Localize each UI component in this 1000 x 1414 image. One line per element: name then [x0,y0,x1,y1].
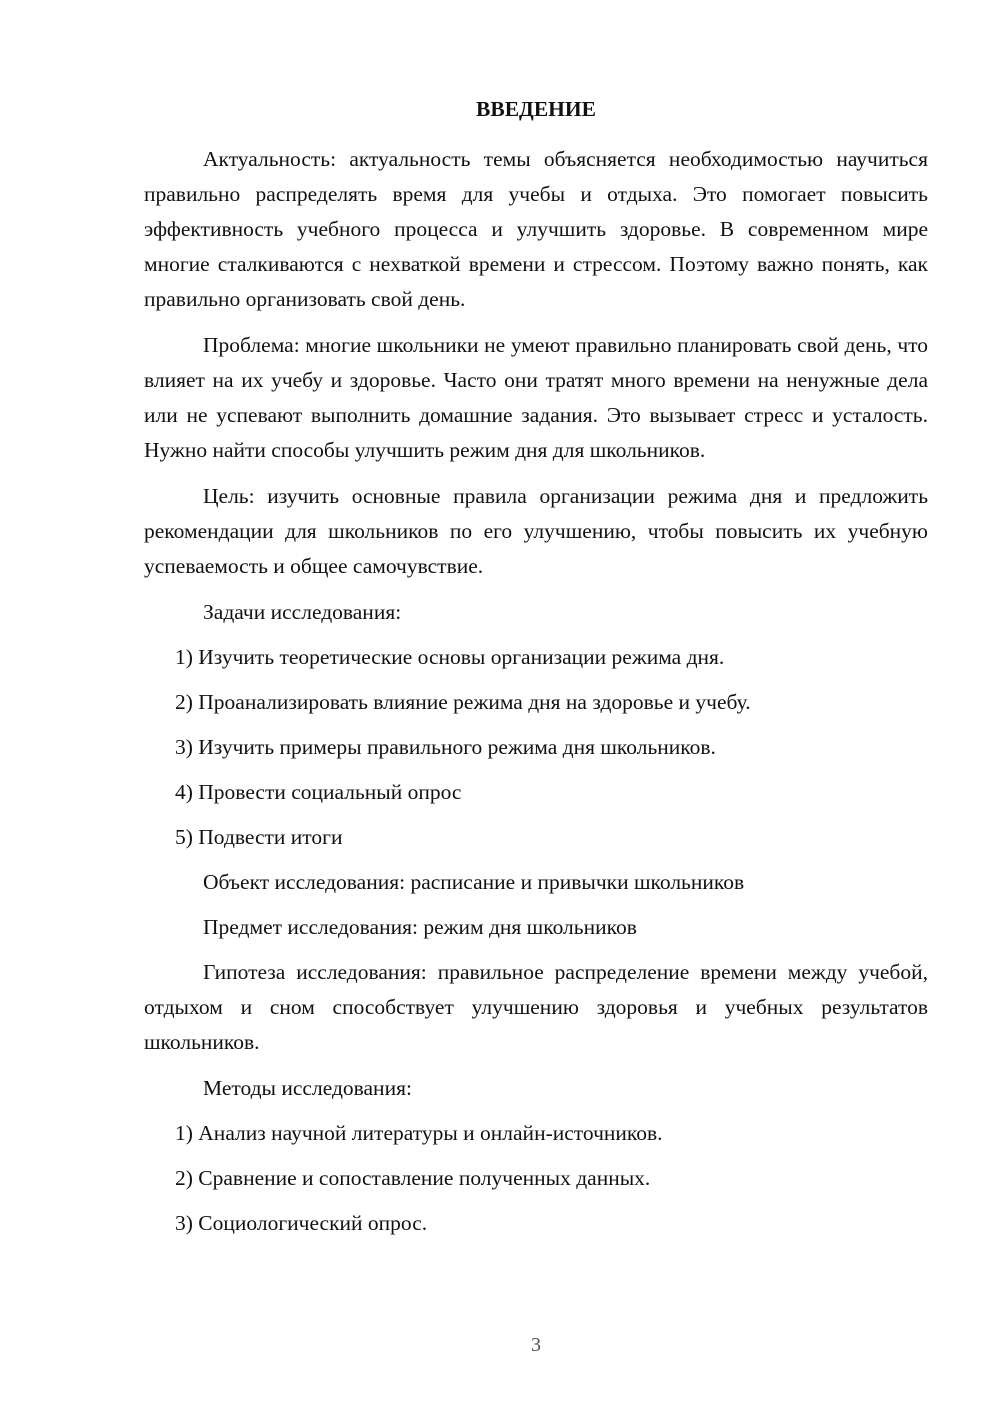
methods-list [144,1116,928,1241]
task-item: 5) Подвести итоги [175,825,343,849]
relevance-paragraph: Актуальность: актуальность темы объясняется необходимостью научиться правильно распределять время для учебы и отдыха. Это помогает повысить эффективность учебного процесса и улучшить здоровье. В современном мире многие сталкиваются с нехваткой времени и стрессом. Поэтому важно понять, как правильно организовать свой день. [144,147,928,311]
page-content [144,92,928,1251]
task-item: 1) Изучить теоретические основы организации режима дня. [175,645,725,669]
methods-heading: Методы исследования: [203,1076,412,1100]
hypothesis-paragraph: Гипотеза исследования: правильное распределение времени между учебой, отдыхом и сном способствует улучшению здоровья и учебных результатов школьников. [144,960,928,1054]
method-item: 2) Сравнение и сопоставление полученных данных. [175,1166,651,1190]
section-title: ВВЕДЕНИЕ [476,97,596,121]
method-item: 1) Анализ научной литературы и онлайн-источников. [175,1121,663,1145]
method-item: 3) Социологический опрос. [175,1211,428,1235]
task-item: 2) Проанализировать влияние режима дня на здоровье и учебу. [175,690,751,714]
task-item: 3) Изучить примеры правильного режима дня школьников. [175,735,716,759]
problem-paragraph: Проблема: многие школьники не умеют правильно планировать свой день, что влияет на их учебу и здоровье. Часто они тратят много времени на ненужные дела или не успевают выполнить домашние задания. Это вызывает стресс и усталость. Нужно найти способы улучшить режим дня для школьников. [144,333,928,462]
tasks-heading: Задачи исследования: [203,600,402,624]
research-object: Объект исследования: расписание и привычки школьников [203,870,745,894]
research-subject: Предмет исследования: режим дня школьников [203,915,637,939]
goal-paragraph: Цель: изучить основные правила организации режима дня и предложить рекомендации для школьников по его улучшению, чтобы повысить их учебную успеваемость и общее самочувствие. [144,484,928,578]
tasks-list [144,640,928,855]
task-item: 4) Провести социальный опрос [175,780,462,804]
page-number: 3 [531,1334,541,1356]
